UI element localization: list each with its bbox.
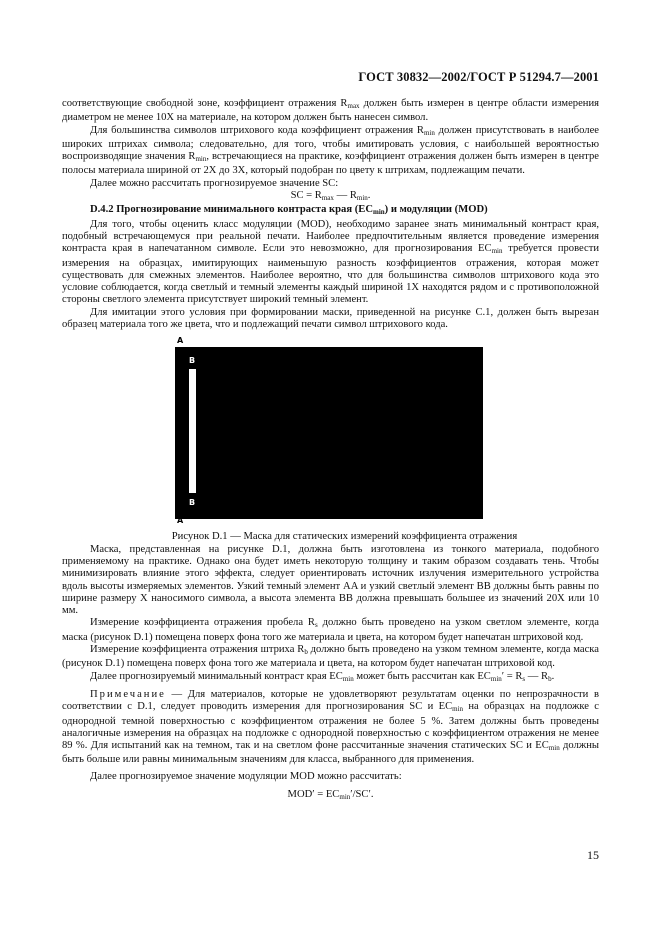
paragraph: Далее прогнозируемое значение модуляции MOD можно рассчитать:: [90, 770, 402, 782]
label-b-bottom: B: [189, 498, 196, 508]
paragraph: Для большинства символов штрихового кода коэффициент отражения $R_{min}$ должен присутствовать в наиболее широких штрихах символа; следовательно, для того, чтобы имитировать условия, с наибольшей вероятностью воспроизводящие значения $R_{min}$, встречающиеся на практике, коэффициент отражения должен быть измерен в центре полосы материала шириной от 2X до 3X, который подобран по цвету к штрихам, подлежащим печати.: [62, 124, 599, 177]
reflectance-mask: [175, 347, 483, 519]
formula-sc: SC = $R_{max}$ — $R_{min}$.: [290, 190, 371, 203]
page-body: [62, 98, 599, 803]
paragraph: Далее прогнозируемый минимальный контраст края $EC_{min}$ может быть рассчитан как $EC_{min}' = R_s$ — $R_b$.: [90, 670, 555, 683]
label-a-bottom: A: [177, 516, 184, 526]
paragraph: Для имитации этого условия при формировании маски, приведенной на рисунке C.1, должен быть вырезан образец материала того же цвета, что и подлежащий печати символ штрихового кода.: [62, 306, 599, 331]
formula-mod: $MOD' = EC_{min}'/SC'$.: [287, 788, 374, 801]
paragraph: Измерение коэффициента отражения пробела $R_s$ должно быть проведено на узком светлом элементе, когда маска (рисунок D.1) помещена поверх фона того же материала и цвета, на котором будет напечатан штриховой код.: [62, 617, 599, 643]
document-header: ГОСТ 30832—2002/ГОСТ Р 51294.7—2001: [358, 70, 599, 84]
narrow-light-element: [189, 369, 196, 493]
paragraph: Маска, представленная на рисунке D.1, должна быть изготовлена из тонкого материала, подобного применяемому на практике. Однако она будет иметь некоторую толщину и таким образом создавать тень. Чтобы минимизировать влияние этого эффекта, следует ориентировать источник излучения измерительного устройства вдоль высоты измеряемых элементов. Узкий темный элемент AA и узкий светлый элемент BB должны быть равны по ширине размеру X наносимого символа, а высота элемента BB должна превышать большее из значений 20X или 10 мм.: [62, 543, 599, 617]
label-b-top: B: [189, 356, 196, 366]
figure-caption: Рисунок D.1 — Маска для статических измерений коэффициента отражения: [171, 531, 518, 543]
note: Примечание — Для материалов, которые не удовлетворяют результатам оценки по непрозрачности в соответствии с D.1, следует проводить измерения для прогнозирования SC и $EC_{min}$ на образцах на подложке с однородной темной поверхностью с коэффициентом отражения не более 5 %. Затем должны быть проведены аналогичные измерения на образцах на подложке с однородной поверхностью с коэффициентом отражения не менее 89 %. Для испытаний как на темном, так и на светлом фоне рассчитанные значения статических SC и $EC_{min}$ должны быть больше или равны минимальным значениям для класса, выбранного для применения.: [62, 688, 599, 766]
section-heading: D.4.2 Прогнозирование минимального контраста края $(EC_{min})$ и модуляции (MOD): [90, 204, 488, 217]
page-number: 15: [587, 848, 599, 862]
label-a-top: A: [177, 336, 184, 346]
paragraph: соответствующие свободной зоне, коэффициент отражения $R_{max}$ должен быть измерен в центре области измерения диаметром не менее 10X на материале, на котором должен быть нанесен символ.: [62, 98, 599, 124]
paragraph: Далее можно рассчитать прогнозируемое значение SC:: [90, 177, 339, 189]
paragraph: Для того, чтобы оценить класс модуляции (MOD), необходимо заранее знать минимальный контраст края, подобный встречающемуся при реальной печати. Наиболее предпочтительным является проведение измерения контраста края в напечатанном символе. Если это невозможно, для прогнозирования $EC_{min}$ требуется провести измерения на образцах, имитирующих наименьшую разность коэффициентов отражения, которая может существовать для смежных элементов. Наиболее вероятно, что для большинства символов штрихового кода это условие соблюдается, когда светлый и темный элементы каждый шириной 1X находятся рядом и с противоположной стороны светлого элемента присутствует широкий темный элемент.: [62, 218, 599, 306]
figure-d1: [62, 335, 599, 525]
paragraph: Измерение коэффициента отражения штриха $R_b$ должно быть проведено на узком темном элементе, когда маска (рисунок D.1) помещена поверх фона того же материала и цвета, на котором будет напечатан штриховой код.: [62, 644, 599, 670]
